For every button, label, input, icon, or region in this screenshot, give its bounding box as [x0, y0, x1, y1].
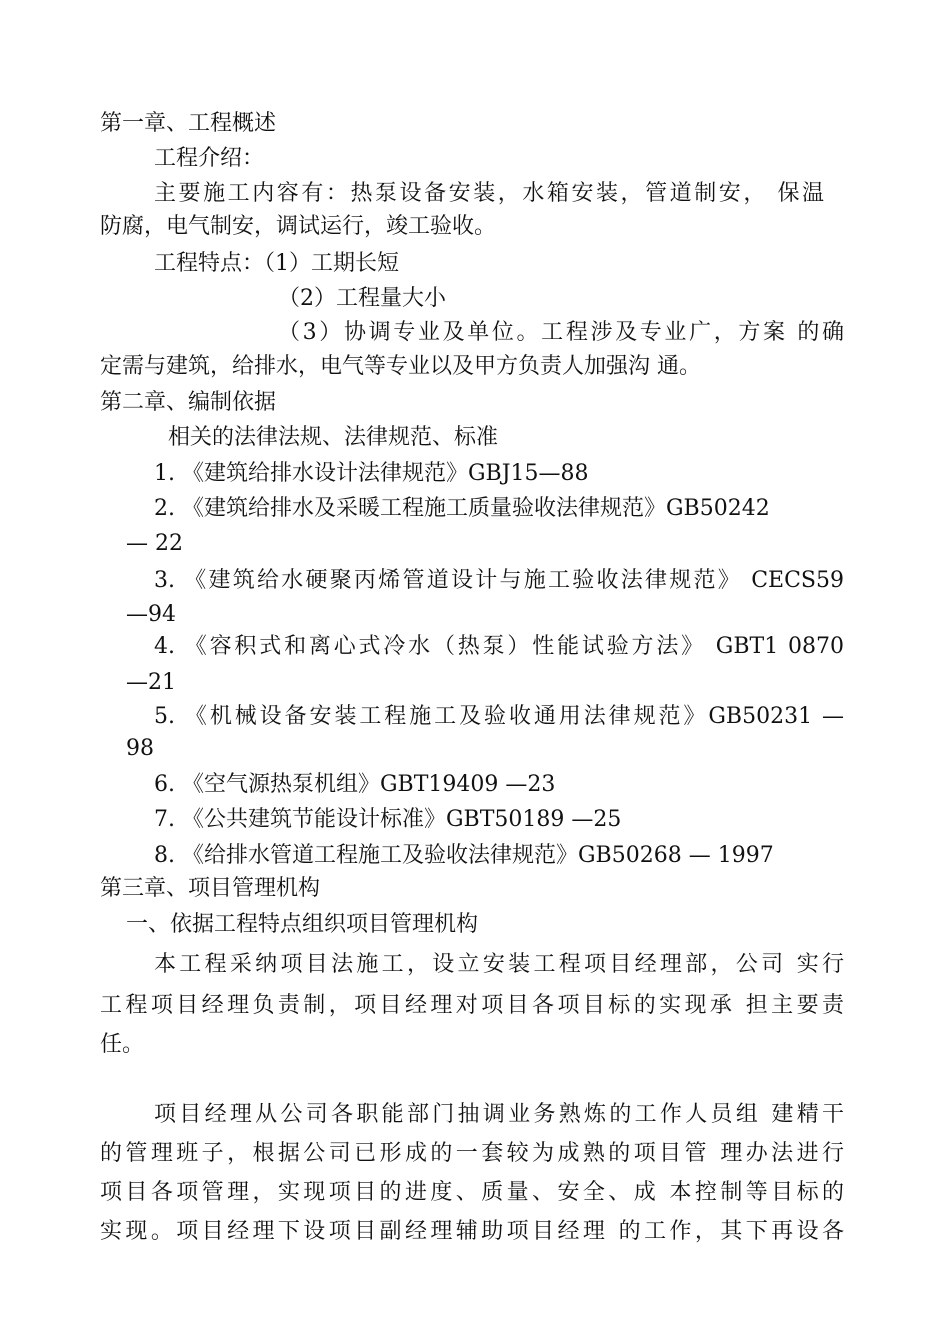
- standard-item-cont: —94: [126, 602, 176, 627]
- paragraph-line: 项目各项管理，实现项目的进度、质量、安全、成 本控制等目标的: [100, 1180, 844, 1205]
- standard-item: 5. 《机械设备安装工程施工及验收通用法律规范》GB50231 —: [154, 704, 844, 729]
- standard-item-cont: 98: [126, 736, 154, 761]
- paragraph-line: 本工程采纳项目法施工，设立安装工程项目经理部，公司 实行: [154, 952, 844, 977]
- construction-content-line-1: 主要施工内容有：热泵设备安装，水箱安装，管道制安， 保温: [154, 181, 824, 206]
- paragraph-line: 的管理班子，根据公司已形成的一套较为成熟的项目管 理办法进行: [100, 1141, 844, 1166]
- chapter-3-heading: 第三章、项目管理机构: [100, 876, 321, 901]
- chapter-2-heading: 第二章、编制依据: [100, 390, 277, 415]
- standard-item-cont: —21: [126, 670, 176, 695]
- standard-item: 8. 《给排水管道工程施工及验收法律规范》GB50268 — 1997: [154, 843, 774, 868]
- chapter-3-subheading: 一、依据工程特点组织项目管理机构: [126, 912, 479, 937]
- project-feature-3-line-1: （3）协调专业及单位。工程涉及专业广，方案 的确: [278, 320, 844, 345]
- standard-item: 4. 《容积式和离心式冷水（热泵）性能试验方法》 GBT1 0870: [154, 634, 844, 659]
- paragraph-line: 工程项目经理负责制，项目经理对项目各项目标的实现承 担主要责: [100, 993, 844, 1018]
- project-feature-1: 工程特点：（1）工期长短: [154, 251, 399, 276]
- chapter-1-heading: 第一章、工程概述: [100, 111, 277, 136]
- paragraph-line: 项目经理从公司各职能部门抽调业务熟炼的工作人员组 建精干: [154, 1102, 844, 1127]
- standard-item-cont: — 22: [126, 531, 183, 556]
- paragraph-line: 任。: [100, 1032, 145, 1057]
- standard-item: 6. 《空气源热泵机组》GBT19409 —23: [154, 772, 556, 797]
- construction-content-line-2: 防腐，电气制安，调试运行，竣工验收。: [100, 214, 497, 239]
- project-feature-2: （2）工程量大小: [278, 286, 446, 311]
- chapter-2-subheading: 相关的法律法规、法律规范、标准: [168, 425, 499, 450]
- standard-item: 3. 《建筑给水硬聚丙烯管道设计与施工验收法律规范》 CECS59: [154, 568, 844, 593]
- project-intro-label: 工程介绍：: [154, 146, 265, 171]
- standard-item: 1. 《建筑给排水设计法律规范》GBJ15—88: [154, 461, 589, 486]
- standard-item: 7. 《公共建筑节能设计标准》GBT50189 —25: [154, 807, 622, 832]
- standard-item: 2. 《建筑给排水及采暖工程施工质量验收法律规范》GB50242: [154, 496, 770, 521]
- project-feature-3-line-2: 定需与建筑，给排水，电气等专业以及甲方负责人加强沟 通。: [100, 354, 701, 379]
- paragraph-line: 实现。项目经理下设项目副经理辅助项目经理 的工作，其下再设各: [100, 1219, 844, 1244]
